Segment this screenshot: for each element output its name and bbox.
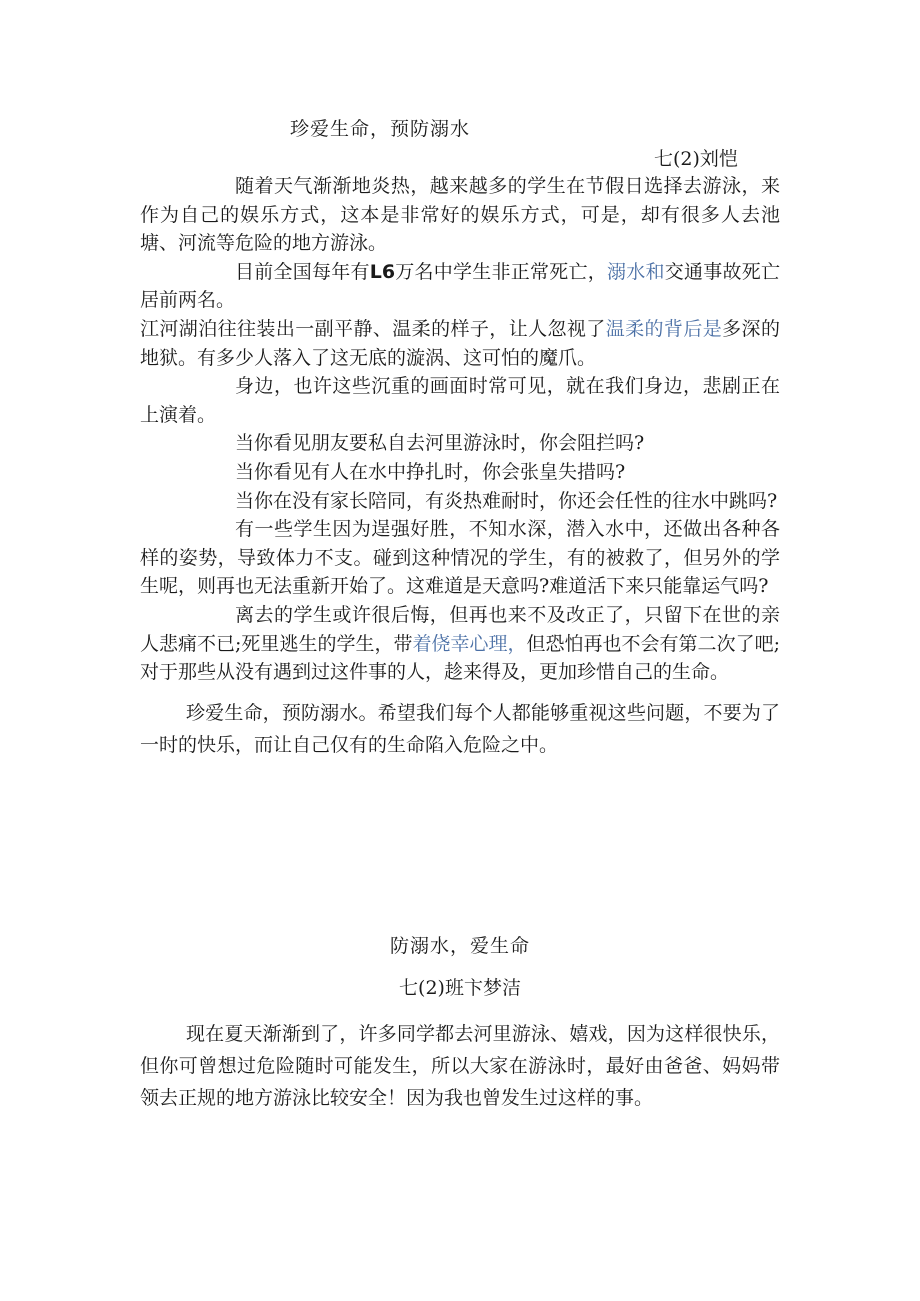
paragraph-2-text-c: 交通事故死亡居前两名。	[140, 260, 780, 312]
paragraph-2-text-b: 万名中学生非正常死亡，	[395, 260, 607, 283]
article1-paragraph-1: 随着天气渐渐地炎热，越来越多的学生在节假日选择去游泳，来作为自己的娱乐方式，这本是非常好的娱乐方式，可是，却有很多人去池塘、河流等危险的地方游泳。	[140, 175, 780, 255]
article1-paragraph-9	[140, 601, 780, 687]
article1-paragraph-6: 当你看见有人在水中挣扎时，你会张皇失措吗?	[235, 460, 626, 483]
article1-paragraph-7: 当你在没有家长陪同，有炎热难耐时，你还会任性的往水中跳吗?	[235, 489, 778, 512]
paragraph-9-text-a: 离去的学生或许很后悔，但再也来不及改正了，只留下在世的亲人悲痛不已;死里逃生的学生，带	[140, 603, 780, 655]
paragraph-3-text-b: 多深的地狱。有多少人落入了这无底的漩涡、这可怕的魔爪。	[140, 317, 780, 369]
statistic-number: L6	[369, 260, 396, 283]
article1-paragraph-10: 珍爱生命，预防溺水。希望我们每个人都能够重视这些问题，不要为了一时的快乐，而让自己仅有的生命陷入危险之中。	[140, 701, 780, 756]
article1-paragraph-5: 当你看见朋友要私自去河里游泳时，你会阻拦吗?	[235, 432, 645, 455]
article1-paragraph-8: 有一些学生因为逞强好胜，不知水深，潜入水中，还做出各种各样的姿势，导致体力不支。碰到这种情况的学生，有的被救了，但另外的学生呢，则再也无法重新开始了。这难道是天意吗?难道活下来只能靠运气吗?	[140, 518, 780, 598]
article2-body	[140, 1018, 780, 1114]
article2-author: 七(2)班卞梦洁	[399, 977, 521, 999]
article2-title: 防溺水，爱生命	[389, 935, 530, 957]
paragraph-3-text-a: 江河湖泊往往装出一副平静、温柔的样子，让人忽视了	[140, 317, 606, 340]
highlighted-text: 着侥幸心理，	[412, 632, 527, 655]
article1-paragraph-2	[140, 258, 780, 315]
highlighted-text: 温柔的背后是	[605, 317, 723, 340]
article1-author: 七(2)刘恺	[654, 148, 738, 170]
article1-title: 珍爱生命，预防溺水	[290, 118, 471, 140]
article2-paragraph-1: 现在夏天渐渐到了，许多同学都去河里游泳、嬉戏，因为这样很快乐，但你可曾想过危险随时可能发生，所以大家在游泳时，最好由爸爸、妈妈带领去正规的地方游泳比较安全！因为我也曾发生过这样的事。	[140, 1023, 780, 1109]
article1-body	[140, 172, 780, 761]
article1-paragraph-3	[140, 315, 780, 372]
highlighted-text: 溺水和	[607, 260, 665, 283]
article1-paragraph-4: 身边，也许这些沉重的画面时常可见，就在我们身边，悲剧正在上演着。	[140, 375, 780, 426]
paragraph-9-text-b: 但恐怕再也不会有第二次了吧;对于那些从没有遇到过这件事的人，趁来得及，更加珍惜自己的生命。	[140, 632, 780, 684]
paragraph-2-text-a: 目前全国每年有	[235, 260, 370, 283]
